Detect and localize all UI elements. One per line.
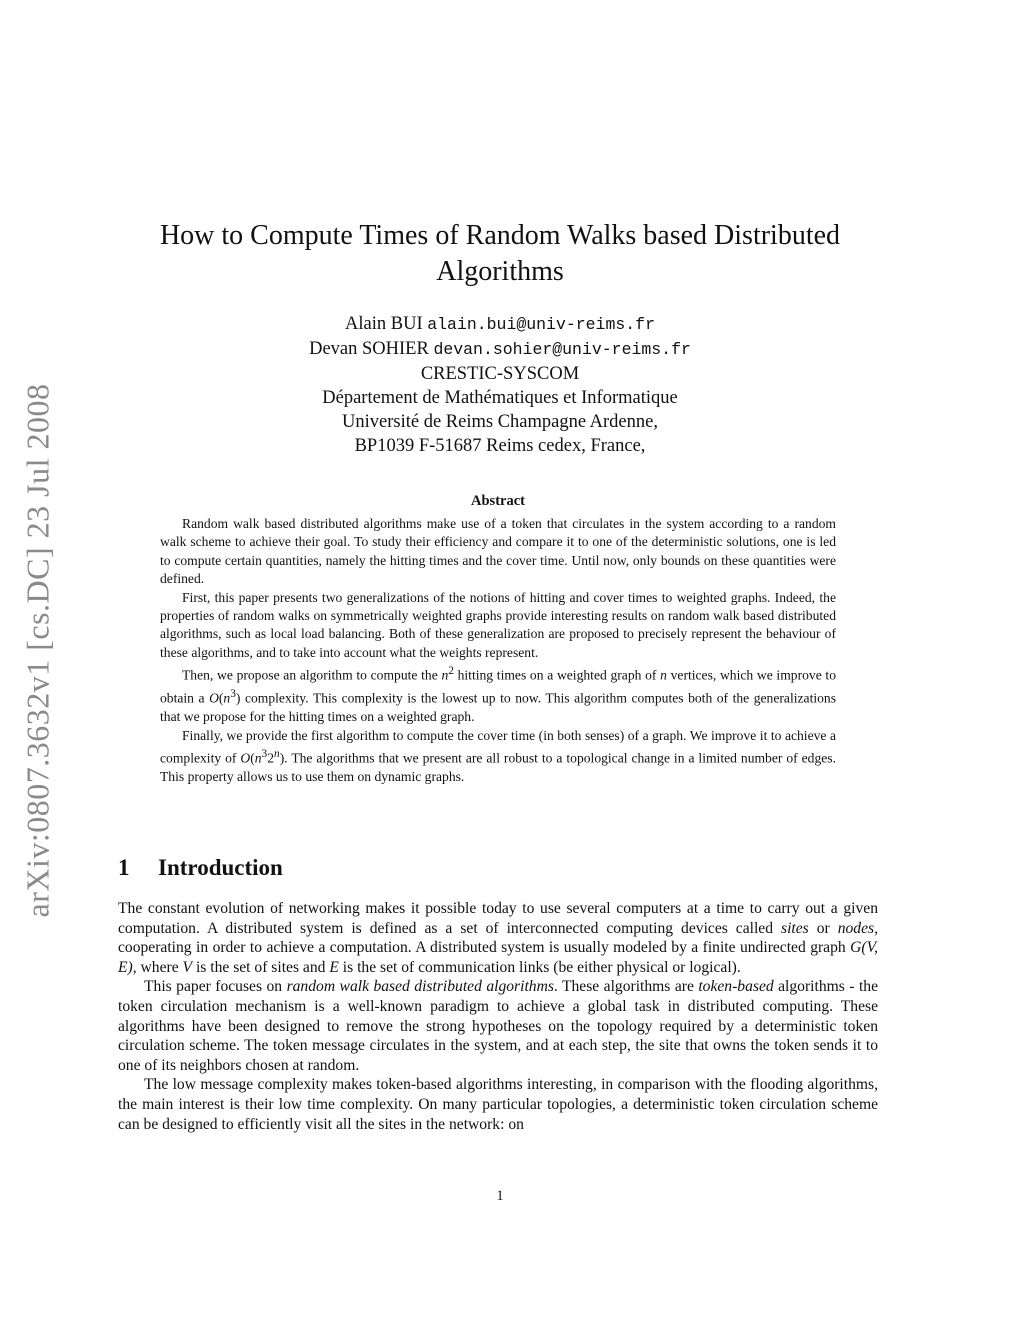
author-1-email: alain.bui@univ-reims.fr	[427, 315, 655, 334]
author-2-email: devan.sohier@univ-reims.fr	[433, 340, 691, 359]
abstract-paragraph-3: Then, we propose an algorithm to compute the $n^2$ hitting times on a weighted graph of n vertices, which we improve to obtain a $O(n^3)$ complexity. This complexity is the lowest up to now. This algorithm computes both of the generalizations that we propose for the hitting times on a weighted graph.	[160, 665, 837, 725]
section-title: Introduction	[158, 855, 283, 880]
abstract-paragraph-4: Finally, we provide the first algorithm to compute the cover time (in both senses) of a graph. We improve it to achieve a complexity of $O(n^32^n)$. The algorithms that we present are all robust to a topological change in a limited number of edges. This property allows us to use them on dynamic graphs.	[160, 727, 836, 784]
section-number: 1	[118, 855, 130, 880]
abstract-paragraph-2: First, this paper presents two generalizations of the notions of hitting and cover times to weighted graphs. Indeed, the properties of random walks on symmetrically weighted graphs provide interesting results on random walk based distributed algorithms, such as local load balancing. Both of these generalization are proposed to precisely represent the behaviour of these algorithms, and to take into account what the weights represent.	[160, 589, 836, 660]
author-2	[120, 337, 880, 362]
author-1-name: Alain BUI	[345, 314, 423, 334]
affiliation-university: Université de Reims Champagne Ardenne,	[342, 412, 658, 432]
abstract-body	[160, 515, 836, 786]
intro-paragraph-1: The constant evolution of networking makes it possible today to use several computers at a time to carry out a given computation. A distributed system is defined as a set of interconnected computing devices called sites or nodes, cooperating in order to achieve a computation. A distributed system is usually modeled by a finite undirected graph G(V, E), where V is the set of sites and E is the set of communication links (be either physical or logical).	[118, 900, 878, 976]
author-block	[120, 312, 880, 458]
author-1	[120, 312, 880, 337]
title-line-1: How to Compute Times of Random Walks based Distributed	[159, 220, 841, 251]
abstract-heading: Abstract	[471, 493, 525, 509]
introduction-body	[118, 899, 878, 1134]
intro-paragraph-2: This paper focuses on random walk based distributed algorithms. These algorithms are token-based algorithms - the token circulation mechanism is a well-known paradigm to achieve a global task in distributed computing. These algorithms have been designed to remove the strong hypotheses on the topology required by a deterministic token circulation scheme. The token message circulates in the system, and at each step, the site that owns the token sends it to one of its neighbors chosen at random.	[118, 978, 878, 1074]
title-line-2: Algorithms	[436, 256, 564, 287]
paper-title	[120, 218, 880, 290]
abstract-paragraph-1: Random walk based distributed algorithms make use of a token that circulates in the system according to a random walk scheme to achieve their goal. To study their efficiency and compare it to one of the deterministic solutions, one is led to compute certain quantities, namely the hitting times and the cover time. Until now, only bounds on these quantities were defined.	[160, 516, 836, 587]
page-number: 1	[496, 1188, 504, 1204]
arxiv-stamp	[8, 370, 68, 930]
affiliation-lab: CRESTIC-SYSCOM	[420, 364, 580, 384]
arxiv-identifier: arXiv:0807.3632v1 [cs.DC] 23 Jul 2008	[19, 382, 56, 918]
section-heading	[118, 855, 878, 881]
affiliation-address: BP1039 F-51687 Reims cedex, France,	[354, 436, 646, 456]
affiliation-department: Département de Mathématiques et Informatique	[322, 388, 678, 408]
author-2-name: Devan SOHIER	[309, 339, 429, 359]
intro-paragraph-3: The low message complexity makes token-based algorithms interesting, in comparison with the flooding algorithms, the main interest is their low time complexity. On many particular topologies, a deterministic token circulation scheme can be designed to efficiently visit all the sites in the network: on	[118, 1076, 878, 1133]
